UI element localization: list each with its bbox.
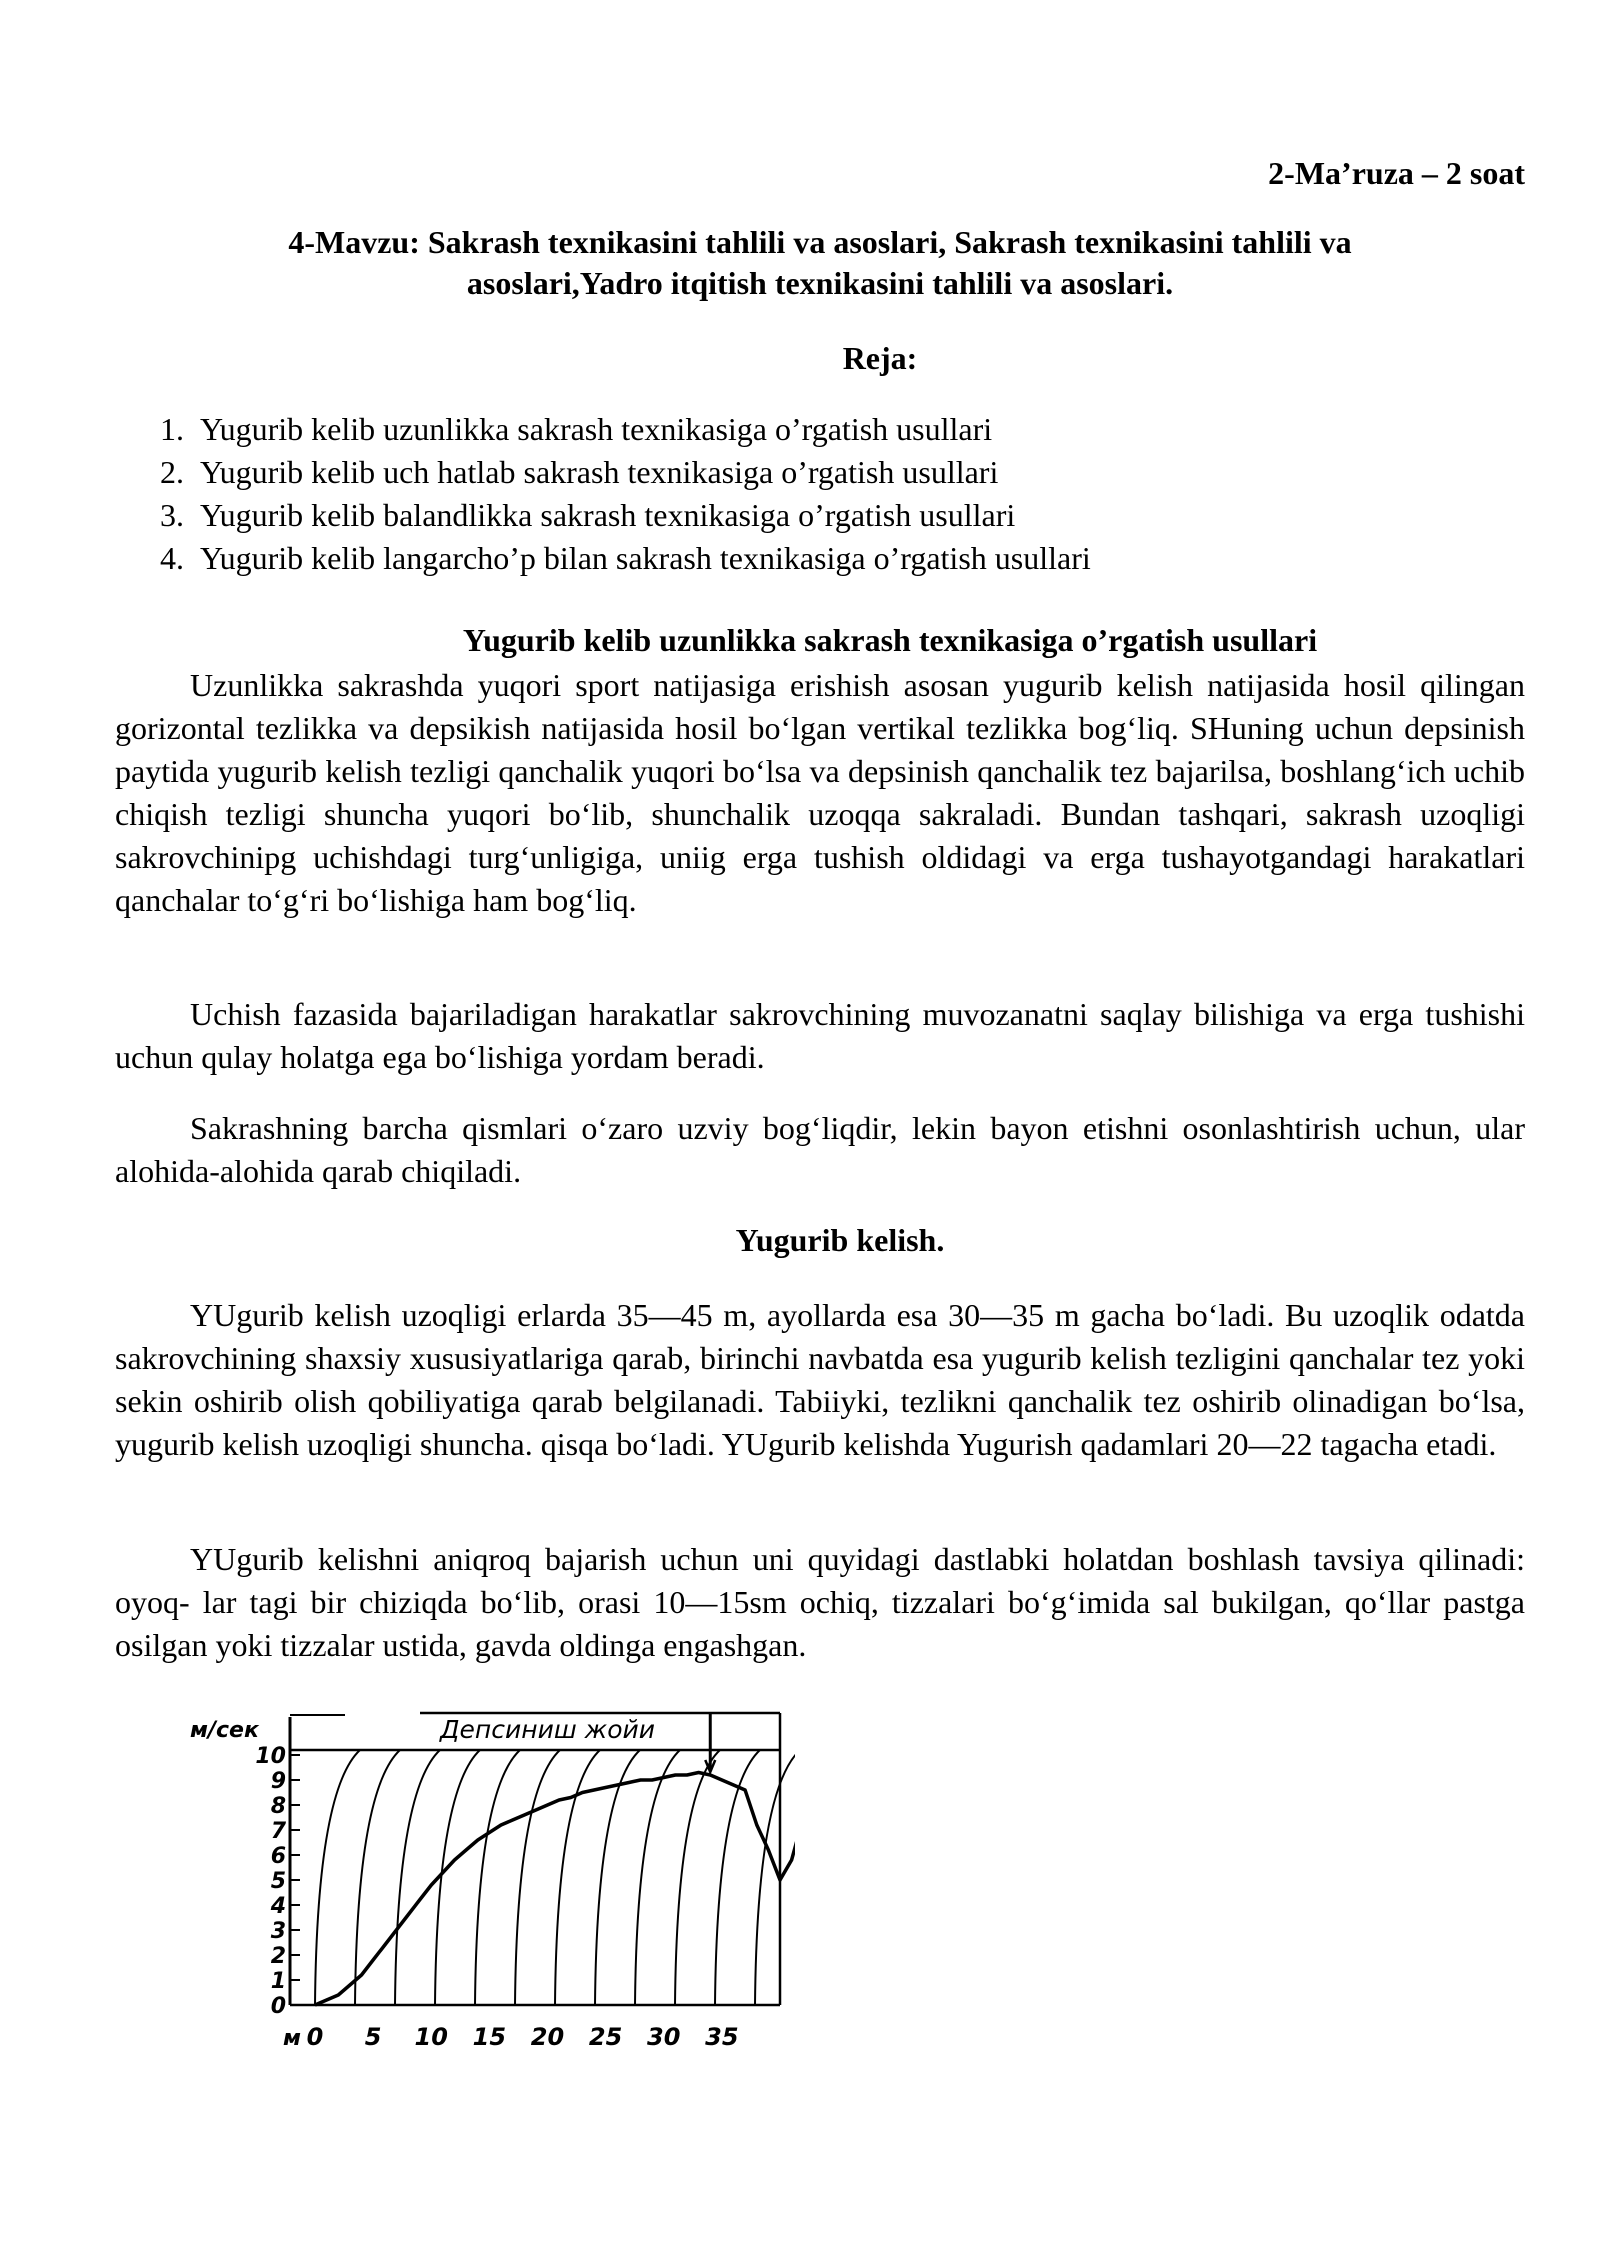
speed-chart-figure [175,1705,795,2075]
y-tick-label: 5 [270,1869,286,1894]
plan-item-text: Yugurib kelib langarcho’p bilan sakrash texnikasiga o’rgatish usullari [200,540,1091,576]
step-arc [315,1750,360,2005]
plan-list [160,408,1091,580]
plan-item [160,408,1091,451]
speed-chart [175,1705,795,2075]
plan-item-number: 1. [160,411,184,447]
topic-line-1: 4-Mavzu: Sakrash texnikasini tahlili va asoslari, Sakrash texnikasini tahlili va [288,224,1352,260]
step-arc [635,1750,680,2005]
step-arc [435,1750,480,2005]
y-tick-label: 9 [270,1769,286,1794]
step-arcs [315,1750,795,2005]
y-tick-label: 0 [270,1994,286,2019]
section-1-paragraph-2: Uchish fazasida bajariladigan harakatlar sakrovchining muvozanatni saqlay bilishiga va erga tushishi uchun qulay holatga ega bo‘lishiga yordam beradi. [115,996,1525,1075]
step-arc [475,1750,520,2005]
y-tick-label: 6 [270,1844,286,1869]
plan-title: Reja: [842,340,918,376]
plan-item [160,451,1091,494]
y-axis-ticks [255,1744,300,2019]
step-arc [555,1750,600,2005]
lecture-label: 2-Ma’ruza – 2 soat [1268,155,1525,191]
plan-item-number: 3. [160,497,184,533]
section-2-paragraph-1: YUgurib kelish uzoqligi erlarda 35—45 m, ayollarda esa 30—35 m gacha bo‘ladi. Bu uzoqlik odatda sakrovchining shaxsiy xususiyatlariga qarab, birinchi navbatda esa yugurib kelish tezligini qanchalar tez yoki sekin oshirib olish qobiliyatiga qarab belgilanadi. Tabiiyki, tezlikni qanchalik tez oshirib olinadigan bo‘lsa, yugurib kelish uzoqligi shuncha. qisqa bo‘ladi. YUgurib kelishda Yugurish qadamlari 20—22 tagacha etadi. [115,1297,1525,1462]
section-1-title: Yugurib kelib uzunlikka sakrash texnikasiga o’rgatish usullari [462,622,1318,658]
x-unit-label: м [283,2026,301,2051]
step-arc [675,1750,720,2005]
section-1-paragraph-3: Sakrashning barcha qismlari o‘zaro uzviy bog‘liqdir, lekin bayon etishni osonlashtirish uchun, ular alohida-alohida qarab chiqiladi. [115,1110,1525,1189]
plan-item [160,494,1091,537]
step-arc [755,1750,795,2005]
x-tick-label: 20 [530,2023,565,2051]
plan-item-number: 2. [160,454,184,490]
step-arc [355,1750,400,2005]
section-2-title: Yugurib kelish. [735,1222,945,1258]
topic-line-2: asoslari,Yadro itqitish texnikasini tahlili va asoslari. [466,265,1174,301]
plan-item-text: Yugurib kelib balandlikka sakrash texnikasiga o’rgatish usullari [200,497,1016,533]
y-tick-label: 7 [270,1819,286,1844]
y-tick-label: 1 [270,1969,286,1994]
plan-item-text: Yugurib kelib uzunlikka sakrash texnikasiga o’rgatish usullari [200,411,993,447]
y-tick-label: 3 [270,1919,286,1944]
x-tick-label: 35 [705,2023,739,2051]
y-unit-label: м/сек [190,1718,259,1743]
plan-item [160,537,1091,580]
x-tick-label: 30 [647,2023,681,2051]
topic-heading [115,222,1525,304]
x-tick-label: 25 [588,2023,623,2051]
x-tick-label: 5 [364,2023,382,2051]
plan-item-number: 4. [160,540,184,576]
takeoff-banner: Депсиниш жойи [440,1715,655,1744]
y-tick-label: 2 [270,1944,286,1969]
section-1-paragraph-1: Uzunlikka sakrashda yuqori sport natijasiga erishish asosan yugurib kelish natijasida hosil qilingan gorizontal tezlikka va depsikish natijasida hosil bo‘lgan vertikal tezlikka bog‘liq. SHuning uchun depsinish paytida yugurib kelish tezligi qanchalik yuqori bo‘lsa va depsinish qanchalik tez bajarilsa, boshlang‘ich uchib chiqish tezligi shuncha yuqori bo‘lib, shunchalik uzoqqa sakraladi. Bundan tashqari, sakrash uzoqligi sakrovchinipg uchishdagi turg‘unligiga, uniig erga tushish oldidagi va erga tushayotgandagi harakatlari qanchalar to‘g‘ri bo‘lishiga ham bog‘liq. [115,667,1525,918]
step-arc [515,1750,560,2005]
step-arc [395,1750,440,2005]
y-tick-label: 4 [270,1894,286,1919]
x-tick-label: 0 [306,2023,324,2051]
y-tick-label: 8 [270,1794,286,1819]
x-tick-label: 10 [414,2023,448,2051]
plan-item-text: Yugurib kelib uch hatlab sakrash texnikasiga o’rgatish usullari [200,454,999,490]
y-tick-label: 10 [255,1744,286,1769]
x-tick-label: 15 [472,2023,507,2051]
x-axis-ticks [307,2023,739,2051]
section-2-paragraph-2: YUgurib kelishni aniqroq bajarish uchun uni quyidagi dastlabki holatdan boshlash tavsiya qilinadi: oyoq- lar tagi bir chiziqda bo‘lib, orasi 10—15sm ochiq, tizzalari bo‘g‘imida sal bukilgan, qo‘llar pastga osilgan yoki tizzalar ustida, gavda oldinga engashgan. [115,1541,1525,1663]
